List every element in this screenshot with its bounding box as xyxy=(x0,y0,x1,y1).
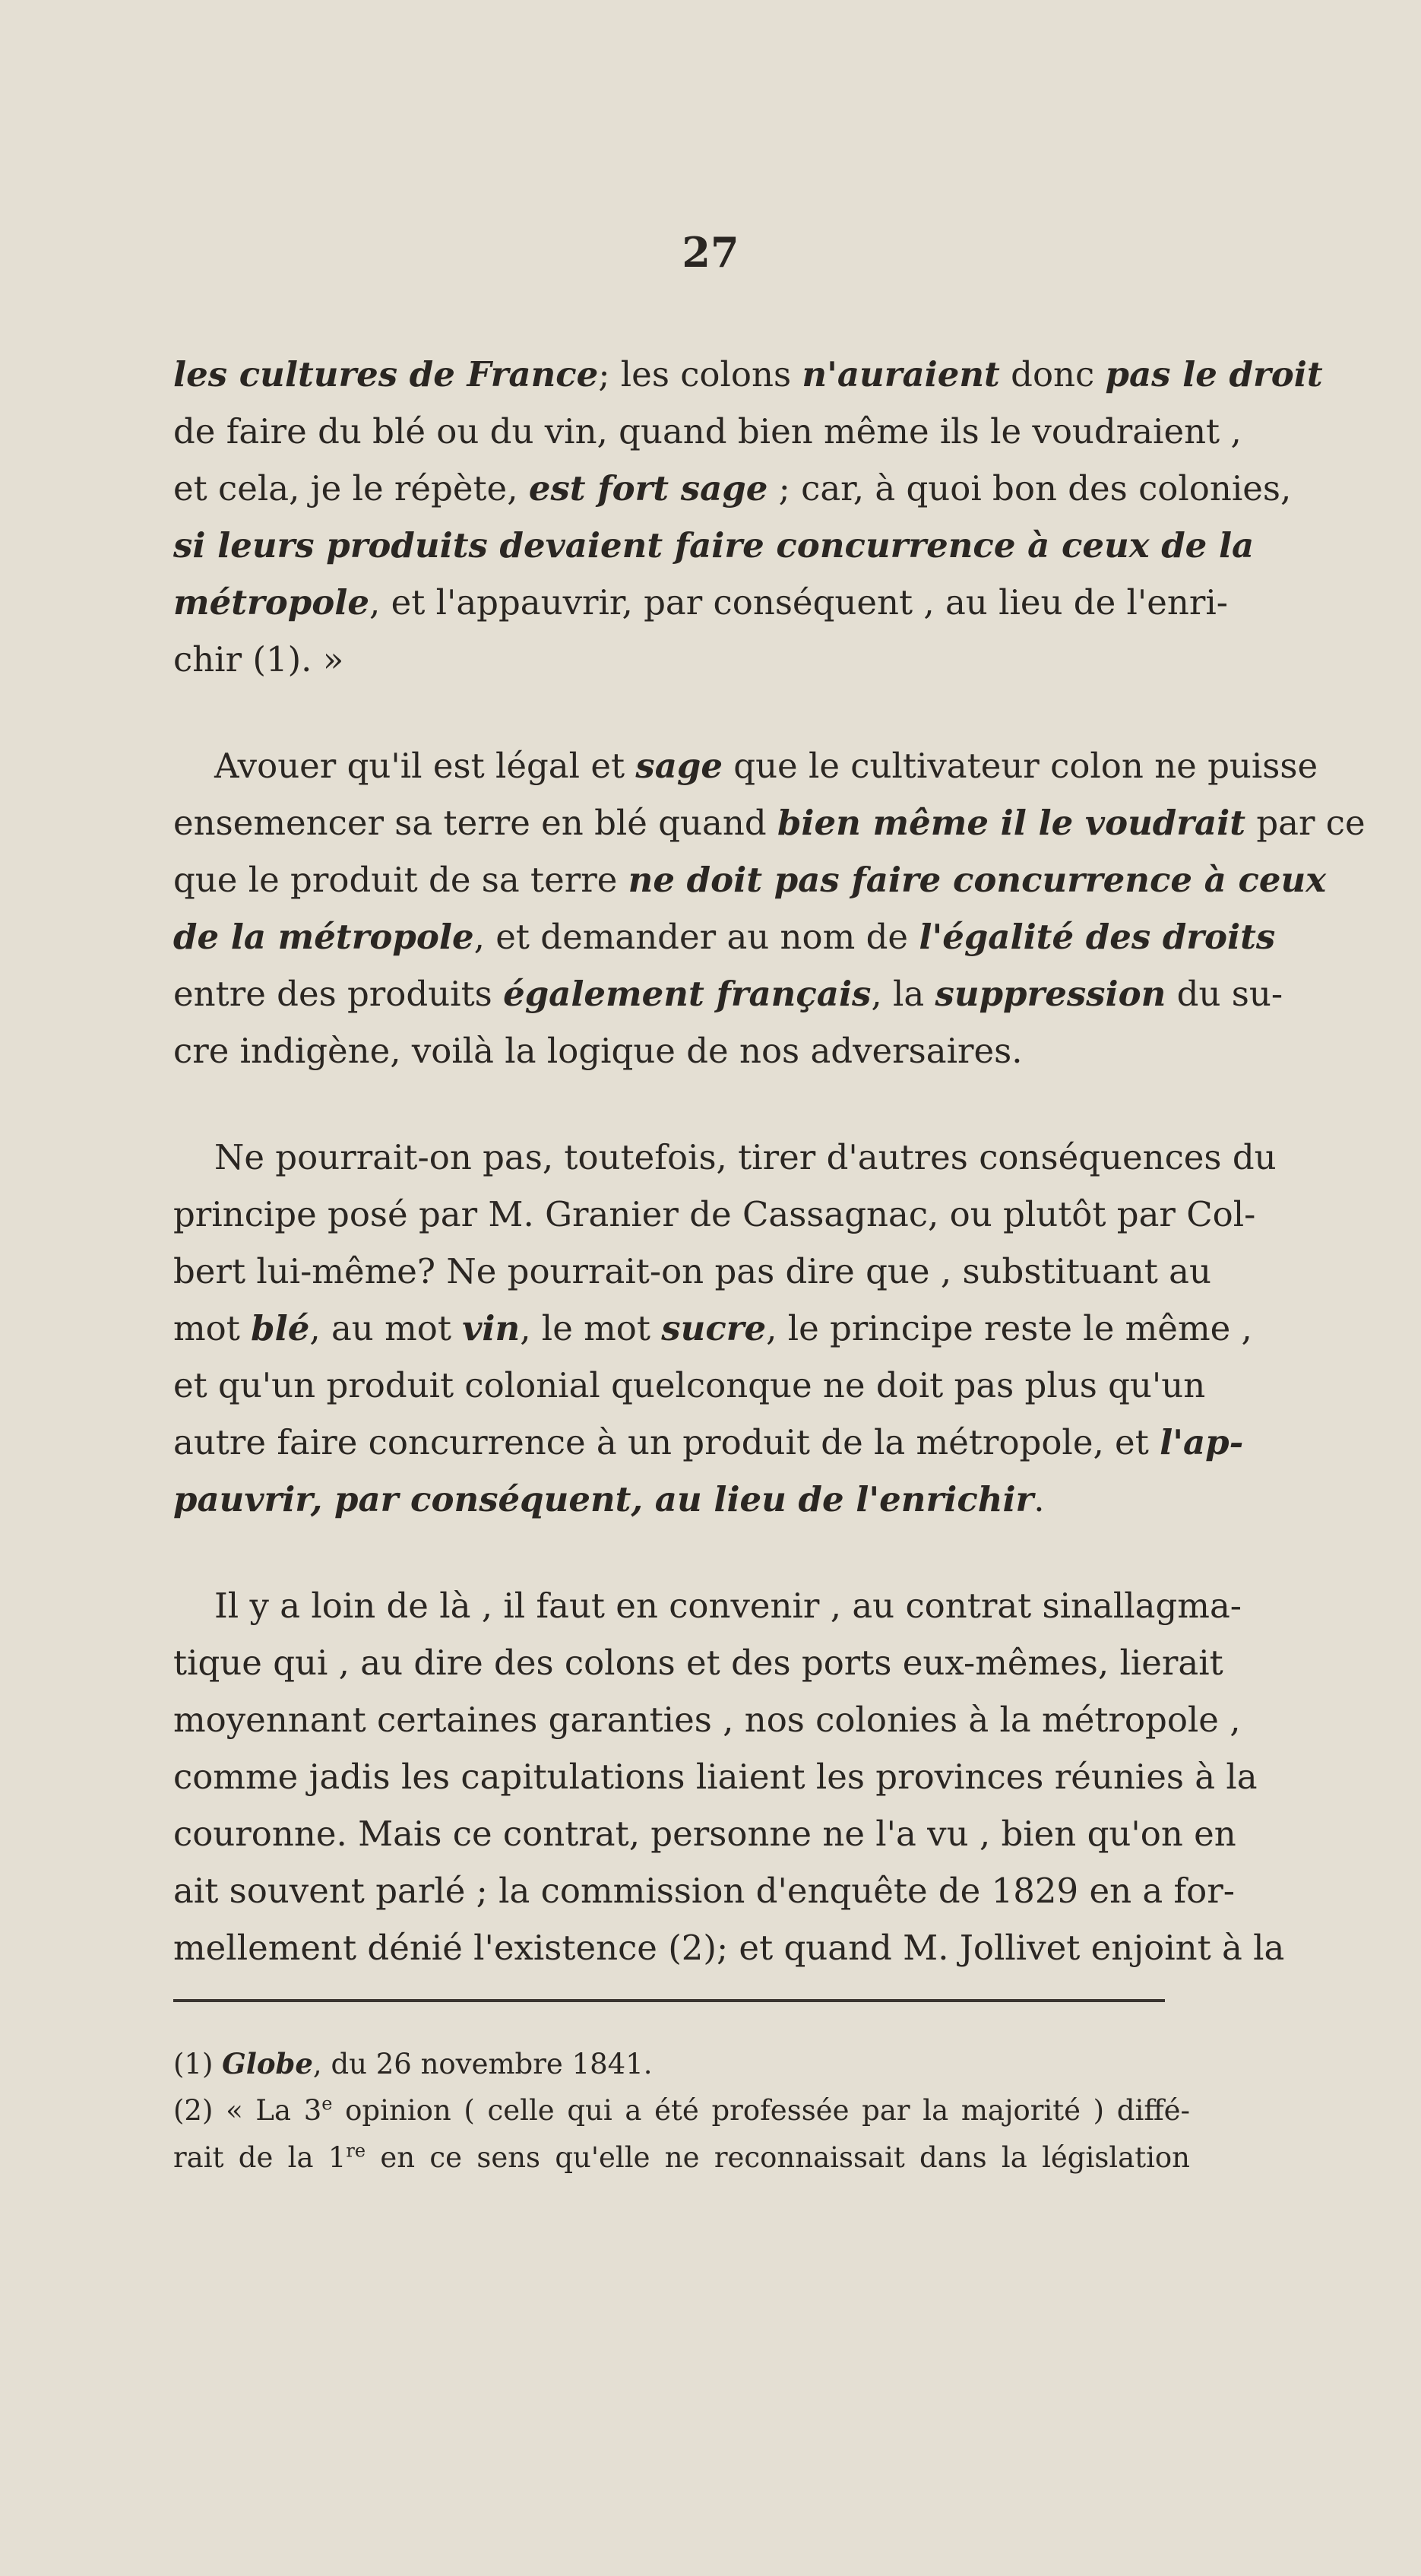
text-run: les cultures de France xyxy=(173,354,599,394)
text-line xyxy=(173,1691,1241,1748)
paragraph-4 xyxy=(173,1577,1285,1976)
text-run: , et l'appauvrir, par conséquent , au lieu de l'enri- xyxy=(369,582,1229,623)
text-run: ; car, à quoi bon des colonies, xyxy=(767,468,1292,509)
text-run: ne doit pas faire concurrence à ceux xyxy=(628,860,1327,900)
text-run: Globe xyxy=(222,2047,313,2080)
text-line xyxy=(173,1022,1190,1079)
text-run: couronne. Mais ce contrat, personne ne l'a vu , bien qu'on en xyxy=(173,1814,1236,1854)
footnotes xyxy=(173,2040,1190,2182)
footnote-2 xyxy=(173,2087,1190,2134)
text-run: opinion ( celle qui a été professée par la majorité ) diffé- xyxy=(332,2094,1190,2127)
text-run: (2) « La 3 xyxy=(173,2094,322,2127)
text-run: ; les colons xyxy=(598,354,802,394)
text-run: chir (1). » xyxy=(173,639,344,680)
text-run: bien même il le voudrait xyxy=(777,803,1246,843)
text-line xyxy=(173,1634,1223,1691)
text-run: ensemencer sa terre en blé quand xyxy=(173,803,777,843)
text-run: n'auraient xyxy=(802,354,1000,394)
text-run: que le cultivateur colon ne puisse xyxy=(722,746,1318,786)
text-run: , le principe reste le même , xyxy=(766,1308,1252,1348)
text-line xyxy=(173,1129,1277,1186)
page-number: 27 xyxy=(682,228,739,277)
text-run: donc xyxy=(999,354,1106,394)
text-line xyxy=(173,1748,1258,1805)
paragraph-2 xyxy=(173,737,1366,1079)
text-line xyxy=(173,908,1276,965)
text-run: que le produit de sa terre xyxy=(173,860,628,900)
text-line xyxy=(173,403,1242,460)
text-run: , le mot xyxy=(520,1308,662,1348)
text-run: . xyxy=(1033,1479,1045,1519)
footnote-divider xyxy=(173,1999,1165,2002)
text-run: en ce sens qu'elle ne reconnaissait dans la législation xyxy=(366,2141,1191,2174)
text-run: et cela, je le répète, xyxy=(173,468,529,509)
text-run: Ne pourrait-on pas, toutefois, tirer d'autres conséquences du xyxy=(214,1137,1277,1177)
text-line xyxy=(173,851,1327,908)
text-run: principe posé par M. Granier de Cassagnac, ou plutôt par Col- xyxy=(173,1194,1256,1234)
text-run: est fort sage xyxy=(528,468,768,509)
text-run: rait de la 1 xyxy=(173,2141,347,2174)
text-run: également français xyxy=(503,974,872,1014)
text-line xyxy=(173,965,1283,1022)
text-line xyxy=(173,1805,1236,1862)
text-line xyxy=(173,1243,1211,1300)
text-run: , du 26 novembre 1841. xyxy=(312,2048,653,2080)
text-run: mot xyxy=(173,1308,252,1348)
text-line xyxy=(173,631,1190,688)
text-run: blé xyxy=(251,1308,310,1348)
text-run: comme jadis les capitulations liaient les provinces réunies à la xyxy=(173,1757,1258,1797)
footnote-2-cont xyxy=(173,2134,1190,2182)
text-line xyxy=(173,1919,1285,1976)
text-run: cre indigène, voilà la logique de nos adversaires. xyxy=(173,1031,1023,1071)
text-run: e xyxy=(321,2093,333,2115)
text-line xyxy=(173,1414,1244,1471)
text-run: , au mot xyxy=(309,1308,463,1348)
paragraph-1 xyxy=(173,346,1323,688)
text-run: autre faire concurrence à un produit de la métropole, et xyxy=(173,1422,1160,1462)
text-run: (1) xyxy=(173,2048,223,2080)
text-line xyxy=(173,1357,1206,1414)
text-line xyxy=(173,574,1229,631)
text-run: et qu'un produit colonial quelconque ne doit pas plus qu'un xyxy=(173,1365,1206,1405)
text-run: l'égalité des droits xyxy=(919,917,1276,957)
text-run: pauvrir, par conséquent, au lieu de l'enrichir xyxy=(173,1479,1034,1519)
text-run: du su- xyxy=(1166,974,1283,1014)
text-run: suppression xyxy=(935,974,1166,1014)
text-run: pas le droit xyxy=(1105,354,1323,394)
text-run: Il y a loin de là , il faut en convenir , au contrat sinallagma- xyxy=(214,1586,1242,1626)
footnote-1 xyxy=(173,2040,1190,2087)
text-line xyxy=(173,1300,1252,1357)
text-line xyxy=(173,794,1366,851)
text-run: métropole xyxy=(173,582,369,623)
text-run: l'ap- xyxy=(1160,1422,1244,1462)
text-run: sucre xyxy=(661,1308,767,1348)
text-line xyxy=(173,1471,1190,1528)
text-run: tique qui , au dire des colons et des ports eux-mêmes, lierait xyxy=(173,1643,1223,1683)
text-run: vin xyxy=(462,1308,521,1348)
text-run: entre des produits xyxy=(173,974,504,1014)
body-text xyxy=(173,346,1366,1976)
text-run: mellement dénié l'existence (2); et quand M. Jollivet enjoint à la xyxy=(173,1928,1285,1968)
text-line xyxy=(173,1577,1242,1634)
text-run: de faire du blé ou du vin, quand bien même ils le voudraient , xyxy=(173,411,1242,452)
text-line xyxy=(173,1186,1256,1243)
text-line xyxy=(173,346,1323,403)
text-run: moyennant certaines garanties , nos colonies à la métropole , xyxy=(173,1700,1241,1740)
paragraph-3 xyxy=(173,1129,1277,1528)
text-run: sage xyxy=(635,746,723,786)
text-run: , et demander au nom de xyxy=(473,917,919,957)
text-run: si leurs produits devaient faire concurrence à ceux de la xyxy=(173,525,1255,566)
text-run: Avouer qu'il est légal et xyxy=(214,746,636,786)
text-run: bert lui-même? Ne pourrait-on pas dire que , substituant au xyxy=(173,1251,1211,1291)
text-line xyxy=(173,1862,1235,1919)
text-run: de la métropole xyxy=(173,917,474,957)
text-line xyxy=(173,737,1318,794)
text-run: re xyxy=(346,2140,366,2162)
text-run: ait souvent parlé ; la commission d'enquête de 1829 en a for- xyxy=(173,1871,1235,1911)
text-line xyxy=(173,460,1292,517)
text-run: par ce xyxy=(1245,803,1366,843)
text-run: , la xyxy=(871,974,935,1014)
text-line xyxy=(173,517,1255,574)
